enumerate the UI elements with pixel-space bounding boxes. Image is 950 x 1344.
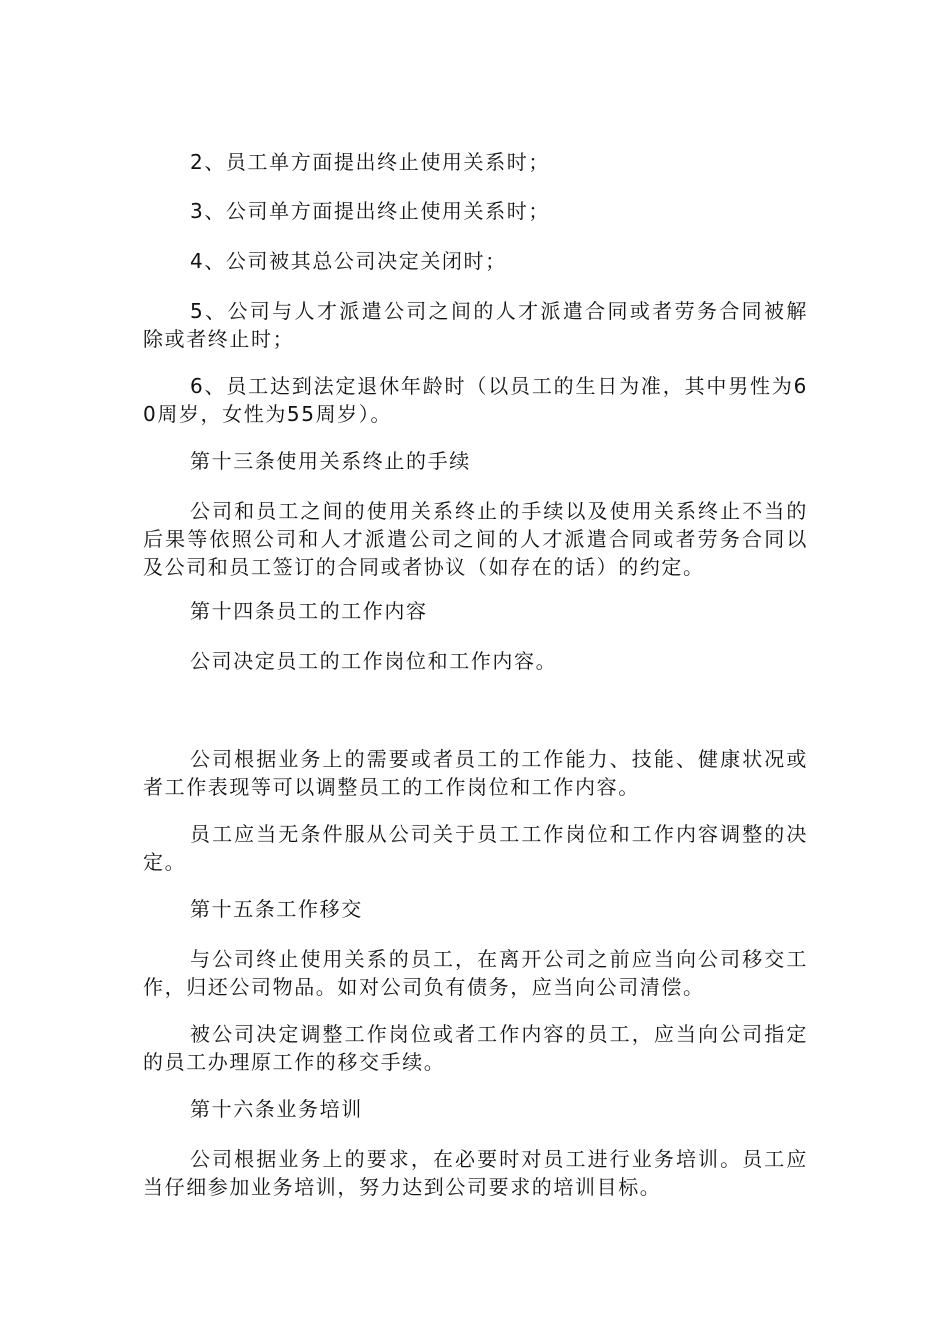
paragraph-item-6: 6、员工达到法定退休年龄时（以员工的生日为准，其中男性为60周岁，女性为55周岁）。 [143,374,808,426]
article-13-heading: 第十三条使用关系终止的手续 [190,449,471,473]
paragraph-item-4: 4、公司被其总公司决定关闭时； [190,249,507,273]
article-16-body: 公司根据业务上的要求，在必要时对员工进行业务培训。员工应当仔细参加业务培训，努力达到公司要求的培训目标。 [143,1147,808,1199]
article-15-body-1: 与公司终止使用关系的员工，在离开公司之前应当向公司移交工作，归还公司物品。如对公司负有债务，应当向公司清偿。 [143,947,808,999]
article-15-body-2: 被公司决定调整工作岗位或者工作内容的员工，应当向公司指定的员工办理原工作的移交手续。 [143,1022,808,1074]
article-14-body-2: 公司根据业务上的需要或者员工的工作能力、技能、健康状况或者工作表现等可以调整员工的工作岗位和工作内容。 [143,747,808,799]
paragraph-item-2: 2、员工单方面提出终止使用关系时； [190,150,550,174]
article-14-heading: 第十四条员工的工作内容 [190,599,428,623]
paragraph-item-3: 3、公司单方面提出终止使用关系时； [190,199,550,223]
article-16-heading: 第十六条业务培训 [190,1097,363,1121]
paragraph-item-5: 5、公司与人才派遣公司之间的人才派遣合同或者劳务合同被解除或者终止时； [143,299,808,351]
article-14-body-1: 公司决定员工的工作岗位和工作内容。 [190,649,558,673]
article-13-body: 公司和员工之间的使用关系终止的手续以及使用关系终止不当的后果等依照公司和人才派遣公司之间的人才派遣合同或者劳务合同以及公司和员工签订的合同或者协议（如存在的话）的约定。 [143,499,808,579]
article-15-heading: 第十五条工作移交 [190,897,363,921]
article-14-body-3: 员工应当无条件服从公司关于员工工作岗位和工作内容调整的决定。 [143,822,808,874]
